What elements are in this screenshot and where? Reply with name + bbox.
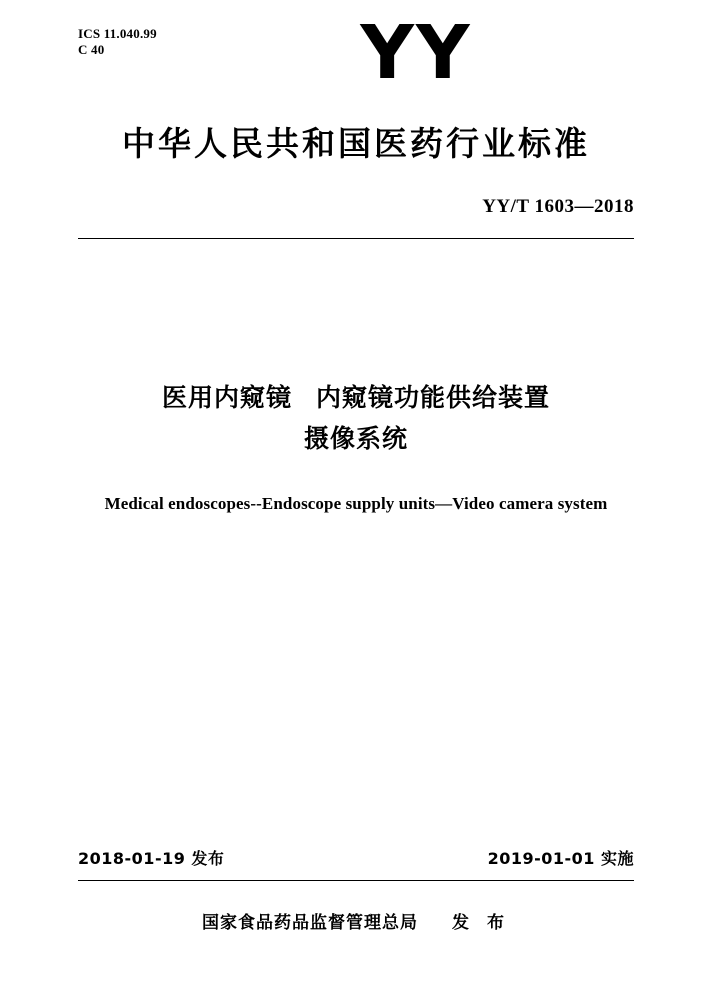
yy-logo: YY — [360, 10, 472, 96]
issuing-authority: 国家食品药品监督管理总局 — [202, 913, 419, 933]
document-subtitle-english: Medical endoscopes--Endoscope supply units—Video camera system — [104, 494, 608, 513]
ics-code: ICS 11.040.99 — [78, 26, 157, 41]
issue-word: 发 布 — [452, 913, 510, 933]
footer-divider — [78, 880, 634, 881]
ccs-code: C 40 — [78, 42, 105, 58]
standard-number: YY/T 1603—2018 — [482, 196, 634, 217]
document-title — [0, 378, 712, 459]
issuer-row — [0, 908, 712, 933]
document-title-part-2: 内窥镜功能供给装置 — [316, 383, 551, 412]
document-title-part-3: 摄像系统 — [303, 423, 408, 453]
issue-date: 2018-01-19 发布 — [78, 849, 225, 868]
standard-body-title: 中华人民共和国医药行业标准 — [122, 124, 590, 163]
implementation-date: 2019-01-01 实施 — [487, 849, 634, 868]
date-row — [78, 846, 634, 869]
document-title-part-1: 医用内窥镜 — [161, 383, 292, 412]
header-divider — [78, 238, 634, 239]
